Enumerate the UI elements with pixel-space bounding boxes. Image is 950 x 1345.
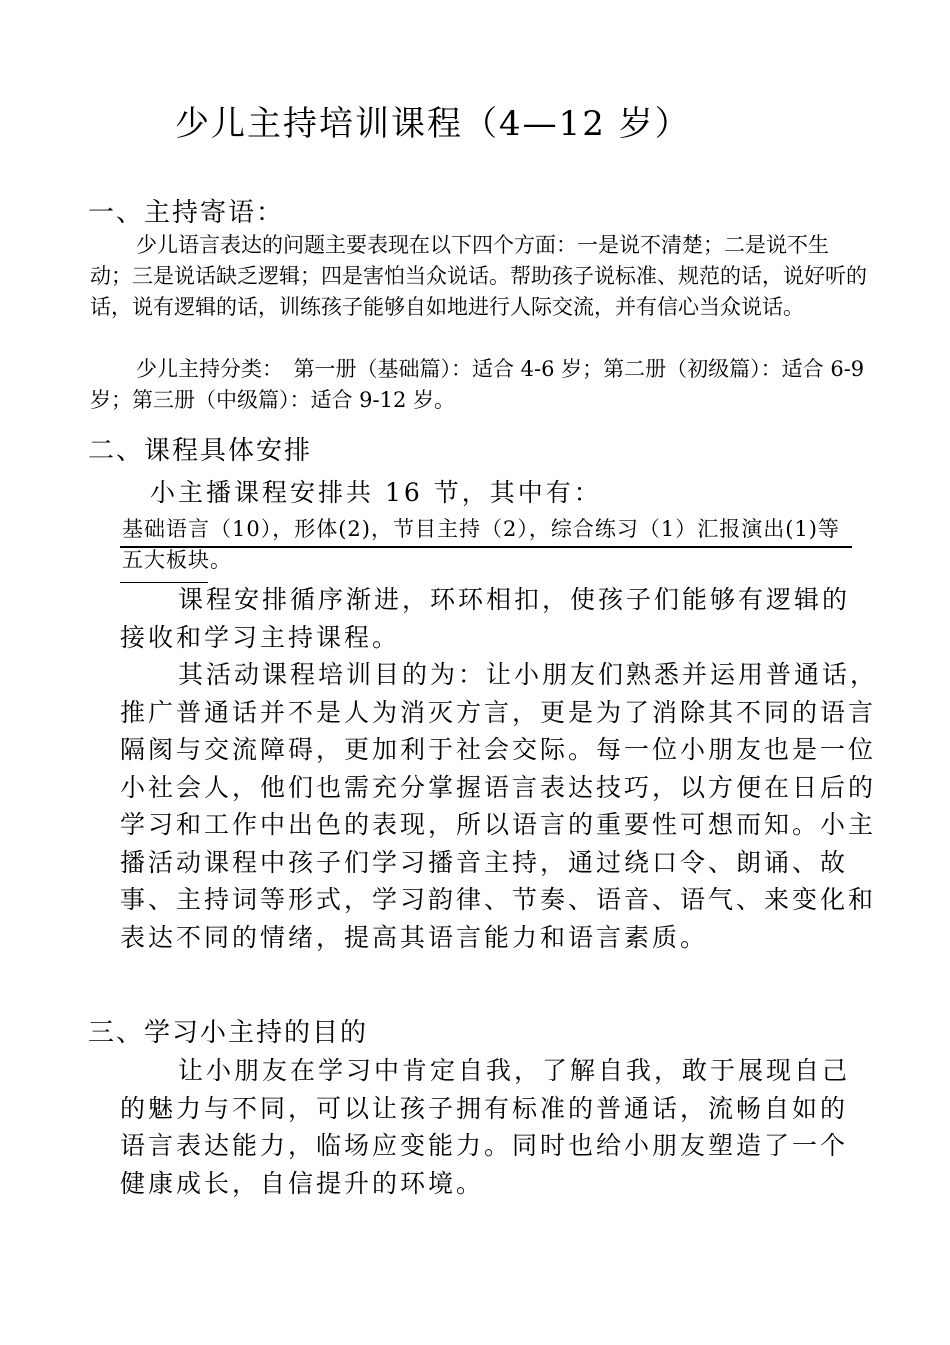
section2-paragraph1-text: 课程安排循序渐进，环环相扣，使孩子们能够有逻辑的接收和学习主持课程。 [120, 585, 851, 652]
section1-paragraph2-text: 少儿主持分类： 第一册（基础篇）：适合 4-6 岁；第二册（初级篇）：适合 6-9 岁；第三册（中级篇）：适合 9-12 岁。 [90, 357, 865, 412]
section2-modules: 基础语言（10），形体(2)，节目主持（2），综合练习（1）汇报演出(1)等五大板块。 [122, 517, 840, 572]
section1-paragraph2 [90, 354, 870, 416]
section2-paragraph2-text: 其活动课程培训目的为：让小朋友们熟悉并运用普通话，推广普通话并不是人为消灭方言，更是为了消除其不同的语言隔阂与交流障碍，更加利于社会交际。每一位小朋友也是一位小社会人，他们也需充分掌握语言表达技巧，以方便在日后的学习和工作中出色的表现，所以语言的重要性可想而知。小主播活动课程中孩子们学习播音主持，通过绕口令、朗诵、故事、主持词等形式，学习韵律、节奏、语音、语气、来变化和表达不同的情绪，提高其语言能力和语言素质。 [120, 660, 879, 952]
section1-heading: 一、主持寄语： [88, 198, 285, 228]
section2-heading: 二、课程具体安排 [88, 436, 313, 466]
section2-paragraph2 [120, 656, 885, 956]
section3-paragraph1 [120, 1052, 865, 1202]
section1-paragraph1-text: 少儿语言表达的问题主要表现在以下四个方面：一是说不清楚；二是说不生动；三是说话缺乏逻辑；四是害怕当众说话。帮助孩子说标准、规范的话，说好听的话，说有逻辑的话，训练孩子能够自如地进行人际交流，并有信心当众说话。 [90, 233, 867, 319]
section2-intro: 小主播课程安排共 16 节，其中有： [150, 478, 602, 507]
section2-paragraph1 [120, 581, 865, 656]
section3-paragraph1-text: 让小朋友在学习中肯定自我，了解自我，敢于展现自己的魅力与不同，可以让孩子拥有标准的普通话，流畅自如的语言表达能力，临场应变能力。同时也给小朋友塑造了一个健康成长，自信提升的环境。 [120, 1056, 851, 1198]
page-title: 少儿主持培训课程（4—12 岁） [175, 104, 691, 144]
section3-heading: 三、学习小主持的目的 [88, 1018, 369, 1048]
section1-paragraph1 [90, 230, 870, 323]
modules-underline [120, 546, 852, 548]
